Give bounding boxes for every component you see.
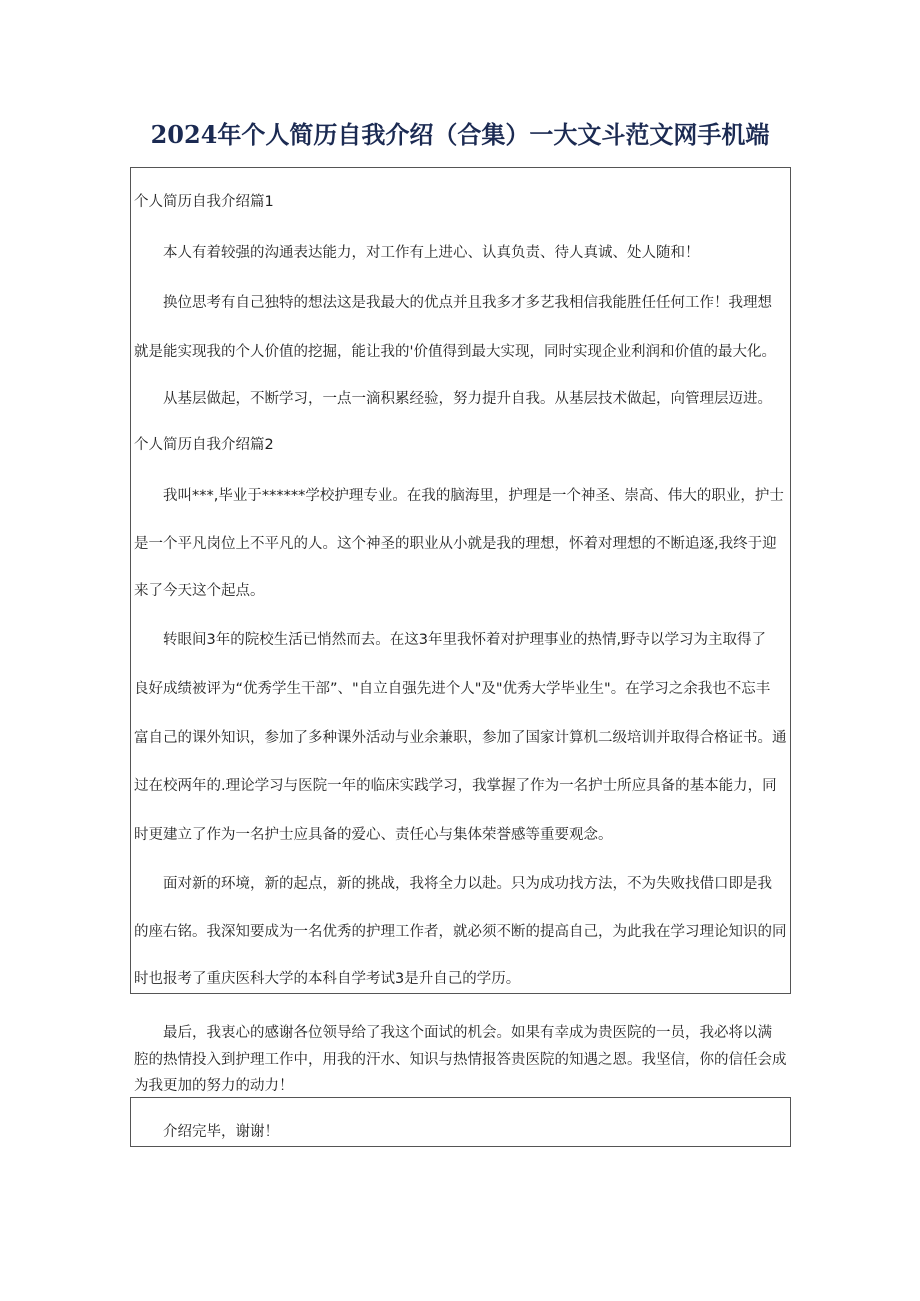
- section-heading-1: 个人简历自我介绍篇1: [134, 194, 274, 210]
- paragraph-line: 是一个平凡岗位上不平凡的人。这个神圣的职业从小就是我的理想，怀着对理想的不断追逐,我终于迎: [134, 536, 777, 552]
- paragraph-line: 我叫***,毕业于******学校护理专业。在我的脑海里，护理是一个神圣、崇高、伟大的职业，护士: [163, 488, 784, 504]
- paragraph-line: 转眼间3年的院校生活已悄然而去。在这3年里我怀着对护理事业的热情,野寺以学习为主取得了: [163, 632, 767, 648]
- content-box-main: [130, 167, 791, 994]
- final-line: 介绍完毕，谢谢！: [163, 1124, 279, 1140]
- section-heading-2: 个人简历自我介绍篇2: [134, 437, 274, 453]
- closing-line: 腔的热情投入到护理工作中，用我的汗水、知识与热情报答贵医院的知遇之恩。我坚信，你的信任会成: [134, 1052, 787, 1068]
- paragraph-line: 的座右铭。我深知要成为一名优秀的护理工作者，就必须不断的提高自己，为此我在学习理论知识的同: [134, 924, 787, 940]
- paragraph-line: 从基层做起，不断学习，一点一滴积累经验，努力提升自我。从基层技术做起，向管理层迈进。: [163, 391, 772, 407]
- closing-line: 最后，我衷心的感谢各位领导给了我这个面试的机会。如果有幸成为贵医院的一员，我必将以满: [163, 1025, 772, 1041]
- paragraph-line: 本人有着较强的沟通表达能力，对工作有上进心、认真负责、待人真诚、处人随和！: [163, 245, 700, 261]
- paragraph-line: 就是能实现我的个人价值的挖掘，能让我的'价值得到最大实现，同时实现企业利润和价值的最大化。: [134, 344, 776, 360]
- paragraph-line: 时也报考了重庆医科大学的本科自学考试3是升自己的学历。: [134, 971, 521, 987]
- closing-line: 为我更加的努力的动力！: [134, 1078, 294, 1094]
- paragraph-line: 换位思考有自己独特的想法这是我最大的优点并且我多才多艺我相信我能胜任任何工作！我理想: [163, 295, 772, 311]
- paragraph-line: 面对新的环境，新的起点，新的挑战，我将全力以赴。只为成功找方法，不为失败找借口即是我: [163, 876, 772, 892]
- paragraph-line: 良好成绩被评为“优秀学生干部”、"自立自强先进个人"及"优秀大学毕业生"。在学习之余我也不忘丰: [134, 681, 771, 697]
- paragraph-line: 时更建立了作为一名护士应具备的爱心、责任心与集体荣誉感等重要观念。: [134, 827, 613, 843]
- paragraph-line: 过在校两年的.理论学习与医院一年的临床实践学习，我掌握了作为一名护士所应具备的基本能力，同: [134, 778, 777, 794]
- paragraph-line: 来了今天这个起点。: [134, 583, 265, 599]
- paragraph-line: 富自己的课外知识，参加了多种课外活动与业余兼职，参加了国家计算机二级培训并取得合格证书。通: [134, 730, 787, 746]
- document-title: 2024年个人简历自我介绍（合集）一大文斗范文网手机端: [150, 120, 770, 149]
